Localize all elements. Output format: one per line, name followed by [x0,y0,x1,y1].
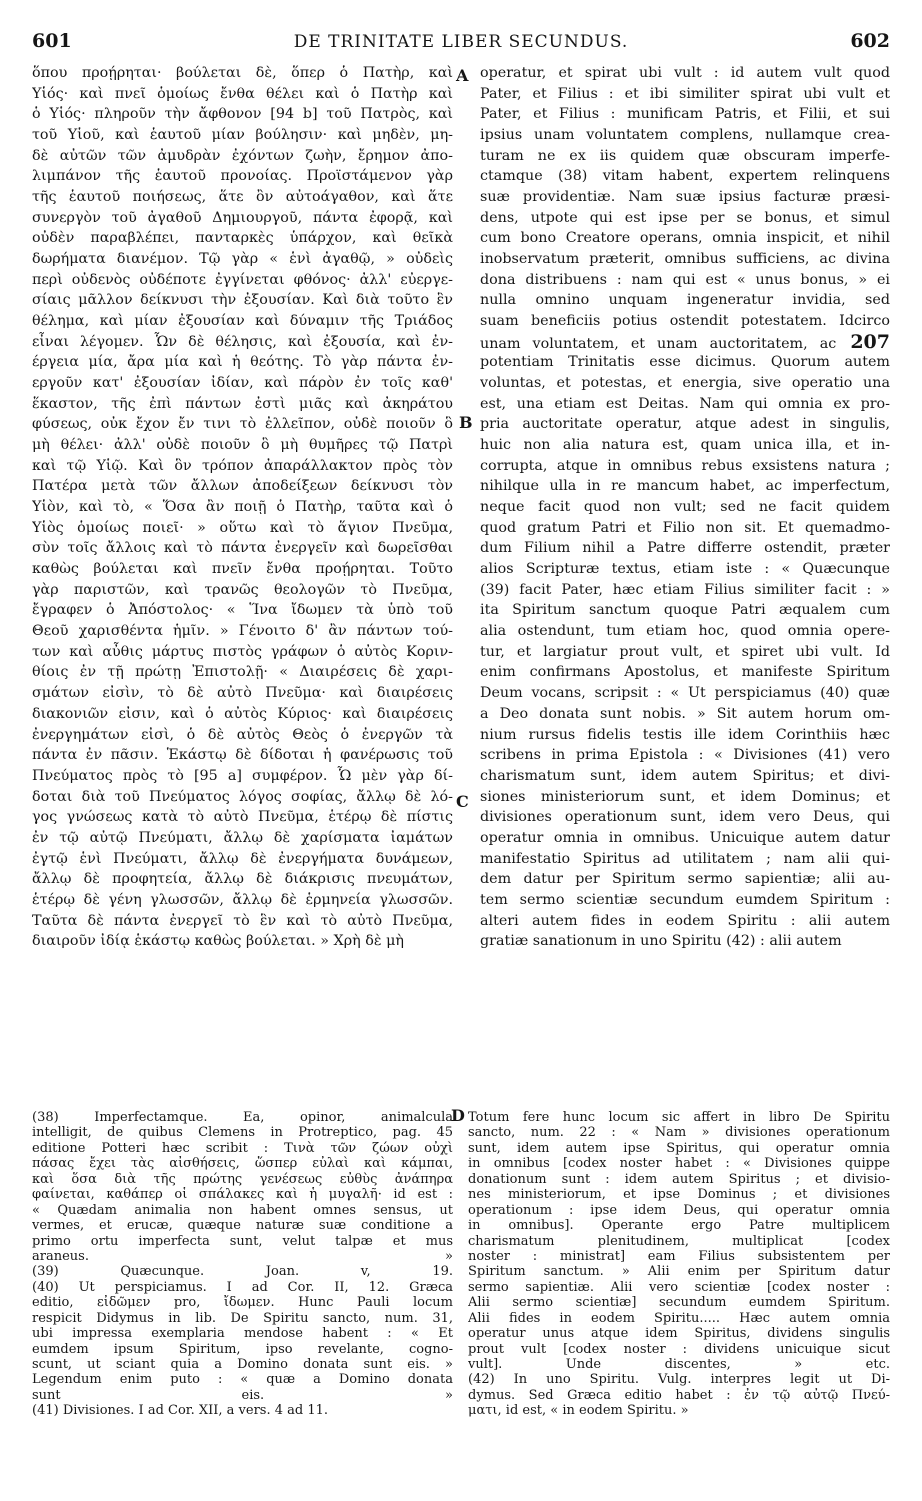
footnote-line: Legendum enim puto : « quæ a Domino donata [32,1372,453,1388]
greek-text-line: έργεια μία, ἄρα μία καὶ ἡ θεότης. Τὸ γὰρ πάντα ἐν- [32,354,453,371]
greek-text-line: ὅπου προῄρηται· βούλεται δὲ, ὅπερ ὁ Πατὴρ, καὶ [32,65,453,81]
greek-text-line: Υἱός· καὶ πνεῖ ὁμοίως ἔνθα θέλει καὶ ὁ Πατὴρ καὶ [32,85,453,102]
footnotes-right-column [468,1110,890,1419]
latin-text-line: ipsius unam voluntatem complens, nullamque crea- [480,127,890,144]
latin-text-line: gratiæ sanationum in uno Spiritu (42) : alii autem [480,933,842,950]
latin-text-line: unam voluntatem, et unam auctoritatem, ac 207 [480,331,890,353]
footnote-line: araneus. » [32,1248,453,1264]
footnote-line: ubi impressa exemplaria mendose habent : « Et [32,1326,453,1342]
greek-text-line: συνεργὸν τοῦ ἀγαθοῦ Δημιουργοῦ, πάντα ἐφορᾷ, καὶ [32,209,453,226]
latin-text-line: potentiam Trinitatis esse dicimus. Quorum autem [480,354,890,371]
footnote-line: sermo sapientiæ. Alii vero scientiæ [codex noster : [468,1279,890,1295]
footnote-line: in omnibus]. Operante ergo Patre multiplicem [468,1218,890,1234]
greek-text-line: Υἱὸς ὁμοίως ποιεῖ· » οὕτω καὶ τὸ ἅγιον Πνεῦμα, [32,519,453,536]
greek-text-line: Υἱὸν, καὶ τὸ, « Ὅσα ἂν ποιῇ ὁ Πατὴρ, ταῦτα καὶ ὁ [32,499,453,516]
greek-text-line: σὺν τοῖς ἄλλοις καὶ τὸ πάντα ἐνεργεῖν καὶ δωρεῖσθαι [32,540,453,557]
latin-text-line: alia ostendunt, tum etiam hoc, quod omnia opere- [480,623,890,640]
latin-text-line: nihilque ulla in re mancum habet, ac imperfectum, [480,478,890,495]
greek-text-line: γος γνώσεως κατὰ τὸ αὐτὸ Πνεῦμα, ἑτέρῳ δὲ πίστις [32,809,453,826]
latin-text-line: nulla omnino unquam ingeneratur invidia, sed [480,292,890,309]
footnote-line: sunt, idem autem ipse Spiritus, qui operatur omnia [468,1140,890,1156]
footnote-line: donationum sunt : idem autem Spiritus ; et divisio- [468,1171,890,1187]
footnote-line: (40) Ut perspiciamus. I ad Cor. II, 12. Græca [32,1279,453,1295]
footnote-line: editio, εἰδῶμεν pro, ἴδωμεν. Hunc Pauli locum [32,1295,453,1311]
latin-text-line: huic non alia natura est, quam unica illa, et in- [480,437,890,454]
greek-text-line: περὶ οὐδενὸς οὐδέποτε ἐγγίνεται φθόνος· ἀλλ' εὐεργε- [32,271,453,288]
greek-text-line: εργοῦν κατ' ἐξουσίαν ἰδίαν, καὶ πάρὸν ἐν τοῖς καθ' [32,375,453,392]
latin-text-line: dona distribuens : nam qui est « unus bonus, » ei [480,271,890,288]
footnote-line: vult]. Unde discentes, » etc. [468,1357,890,1372]
footnote-line: primo ortu imperfecta sunt, velut talpæ et mus [32,1233,453,1249]
greek-text-line: δοται διὰ τοῦ Πνεύματος λόγος σοφίας, ἄλλῳ δὲ λό- [32,788,453,805]
footnote-line: operationum : ipse idem Deus, qui operatur omnia [468,1202,890,1218]
footnote-line: respicit Didymus in lib. De Spiritu sancto, num. 31, [32,1310,453,1326]
latin-text-line: ita Spiritum sanctum quoque Patri æqualem cum [480,602,890,619]
greek-text-line: διακονιῶν εἰσιν, καὶ ὁ αὐτὸς Κύριος· καὶ διαιρέσεις [32,705,453,722]
latin-text-line: tem sermo scientiæ secundum eumdem Spiritum : [480,891,890,908]
latin-text-line: dens, utpote qui est ipse per se bonus, et simul [480,209,890,226]
latin-text-line: alteri autem fides in eodem Spiritu : alii autem [480,912,890,929]
greek-text-line: φύσεως, οὐκ ἔχον ἔν τινι τὸ ἐλλεῖπον, οὐδὲ ποιοῦν ὃ [32,416,453,433]
greek-text-line: γὰρ παριστῶν, καὶ τρανῶς θεολογῶν τὸ Πνεῦμα, [32,581,453,598]
footnote-line: καὶ ὅσα διὰ τῆς πρώτης γενέσεως εὐθὺς ἀνάπηρα [32,1171,453,1187]
latin-text-line: dum Filium nihil a Patre differre ostendit, præter [480,540,890,557]
greek-text-column [32,63,453,952]
latin-text-line: dem datur per Spiritum sermo sapientiæ; alii au- [480,871,890,888]
running-header [32,30,890,58]
footnote-line: in omnibus [codex noster habet : « Divisiones quippe [468,1156,890,1172]
left-page-number: 601 [32,30,72,52]
right-page-number: 602 [850,30,890,52]
margin-mark-b: B [459,413,473,432]
footnote-line: Totum fere hunc locum sic affert in libro De Spiritu [468,1110,890,1125]
latin-text-column [480,63,890,952]
running-title: DE TRINITATE LIBER SECUNDUS. [293,32,629,52]
latin-text-line: pria auctoritate operatur, atque adest in singulis, [480,416,890,433]
latin-text-line: tur, et largiatur prout vult, et spiret ubi vult. Id [480,643,890,660]
greek-text-line: εἶναι λέγομεν. Ὧν δὲ θέλησις, καὶ ἐξουσία, καὶ ἐν- [32,333,453,350]
footnote-line: sunt eis. » [32,1387,453,1403]
latin-text-line: alios Scripturæ textus, etiam iste : « Quæcunque [480,561,890,578]
greek-text-line: ἔγραφεν ὁ Ἀπόστολος· « Ἵνα ἴδωμεν τὰ ὑπὸ τοῦ [32,602,453,619]
greek-text-line: Πατέρα μετὰ τῶν ἄλλων ἀποδείξεων δείκνυσι τὸν [32,478,453,495]
footnote-line: ματι, id est, « in eodem Spiritu. » [468,1403,689,1419]
latin-text-line: turam ne ex iis quidem quæ obscuram imperfe- [480,147,890,164]
margin-mark-c: C [456,792,469,811]
footnote-line: Spiritum sanctum. » Alii enim per Spiritum datur [468,1264,890,1280]
latin-text-line: nium rursus fidelis testis ille idem Corinthiis hæc [480,726,890,743]
greek-text-line: σίαις μᾶλλον δείκνυσι τὴν ἐξουσίαν. Καὶ διὰ τοῦτο ἓν [32,292,453,309]
footnote-line: (41) Divisiones. I ad Cor. XII, a vers. 4 ad 11. [32,1403,328,1419]
greek-text-line: τῆς ἑαυτοῦ ποιήσεως, ἅτε ὂν αὐτοάγαθον, καὶ ἅτε [32,189,453,206]
footnote-line: intelligit, de quibus Clemens in Protreptico, pag. 45 [32,1125,453,1141]
greek-text-line: λιμπάνον τῆς ἑαυτοῦ προνοίας. Προϊστάμενον γὰρ [32,168,453,185]
latin-text-line: a Deo donata sunt nobis. » Sit autem horum om- [480,705,890,722]
greek-text-line: καθὼς βούλεται καὶ πνεῖν ἔνθα προῄρηται. Τοῦτο [32,561,453,578]
latin-text-line: inobservatum præterit, omnibus sufficiens, ac divina [480,251,890,268]
latin-text-line: operatur omnia in omnibus. Unicuique autem datur [480,829,890,846]
latin-text-line: operatur, et spirat ubi vult : id autem vult quod [480,65,890,81]
footnote-line: editione Potteri hæc scribit : Τινὰ τῶν ζώων οὐχὶ [32,1140,453,1156]
latin-text-line: (39) facit Pater, hæc etiam Filius similiter facit : » [480,581,890,598]
footnote-line: sancto, num. 22 : « Nam » divisiones operationum [468,1125,890,1141]
footnote-line: Alii sermo scientiæ] secundum eumdem Spiritum. [468,1295,890,1311]
footnote-line: charismatum plenitudinem, multiplicat [codex [468,1233,890,1249]
latin-text-line: voluntas, et potestas, et energia, sive operatio una [480,375,890,392]
greek-text-line: καὶ τῷ Υἱῷ. Καὶ ὃν τρόπον ἀπαράλλακτον πρὸς τὸν [32,457,453,474]
footnote-line: (38) Imperfectamque. Ea, opinor, animalcula [32,1110,453,1125]
greek-text-line: των καὶ αὖθις μάρτυς πιστὸς γράφων ὁ αὐτὸς Κοριν- [32,643,453,660]
latin-text-line: manifestatio Spiritus ad utilitatem ; nam alii qui- [480,850,890,867]
latin-text-line: enim confirmans Apostolus, et manifeste Spiritum [480,664,890,681]
footnote-line: scunt, ut sciant quia a Domino donata sunt eis. » [32,1357,453,1372]
greek-text-line: ἐν τῷ αὐτῷ Πνεύματι, ἄλλῳ δὲ χαρίσματα ἰαμάτων [32,829,453,846]
greek-text-line: σμάτων εἰσὶν, τὸ δὲ αὐτὸ Πνεῦμα· καὶ διαιρέσεις [32,685,453,702]
greek-text-line: ἐγτῷ ἑνὶ Πνεύματι, ἄλλῳ δὲ ἐνεργήματα δυνάμεων, [32,850,453,867]
greek-text-line: θίοις ἐν τῇ πρώτῃ Ἐπιστολῇ· « Διαιρέσεις δὲ χαρι- [32,664,453,681]
greek-text-line: Ταῦτα δὲ πάντα ἐνεργεῖ τὸ ἓν καὶ τὸ αὐτὸ Πνεῦμα, [32,912,453,929]
latin-text-line: corrupta, atque in omnibus rebus exsistens natura ; [480,457,890,474]
footnote-line: Alii fides in eodem Spiritu..... Hæc autem omnia [468,1310,890,1326]
latin-text-line: suæ providentiæ. Nam suæ ipsius facturæ præsi- [480,189,890,206]
footnote-line: πάσας ἔχει τὰς αἰσθήσεις, ὥσπερ εὐλαὶ καὶ κάμπαι, [32,1156,453,1172]
latin-text-line: suam beneficiis potius ostendit potestatem. Idcirco [480,313,890,330]
greek-text-line: ἄλλῳ δὲ προφητεία, ἄλλῳ δὲ διάκρισις πνευμάτων, [32,871,453,888]
latin-text-line: neque facit quod non vult; sed ne facit quidem [480,499,890,516]
column-number-marker: 207 [836,331,890,353]
footnotes-left-column [32,1110,453,1419]
footnote-line: vermes, et erucæ, quæque naturæ suæ conditione a [32,1218,453,1234]
greek-text-line: δωρήματα διανέμον. Τῷ γὰρ « ἑνὶ ἀγαθῷ, » οὐδεὶς [32,251,453,268]
greek-text-line: ὁ Υἱός· πληροῦν τὴν ἄφθονον [94 b] τοῦ Πατρὸς, καὶ [32,106,453,123]
margin-mark-a: A [456,66,469,85]
greek-text-line: μὴ θέλει· ἀλλ' οὐδὲ ποιοῦν ὃ μὴ θυμῆρες τῷ Πατρὶ [32,437,453,454]
latin-text-line: Pater, et Filius : et ibi similiter spirat ubi vult et [480,85,890,102]
greek-text-line: Θεοῦ χαρισθέντα ἡμῖν. » Γένοιτο δ' ἂν πάντων τού- [32,623,453,640]
footnote-line: « Quædam animalia non habent omnes sensus, ut [32,1202,453,1218]
latin-text-line: divisiones operationum sunt, idem vero Deus, qui [480,809,890,826]
greek-text-line: ἐνεργημάτων εἰσὶ, ὁ δὲ αὐτὸς Θεὸς ὁ ἐνεργῶν τὰ [32,726,453,743]
footnote-line: (39) Quæcunque. Joan. v, 19. [32,1264,453,1280]
greek-text-line: ἕκαστον, τῆς ἐπὶ πάντων ἐστὶ μιᾶς καὶ ἀκηράτου [32,395,453,412]
footnote-line: operatur unus atque idem Spiritus, dividens singulis [468,1326,890,1342]
footnote-line: φαίνεται, καθάπερ οἱ σπάλακες καὶ ἡ μυγαλῆ· id est : [32,1187,453,1203]
greek-text-line: Πνεύματος πρὸς τὸ [95 a] συμφέρον. Ὧ μὲν γὰρ δί- [32,767,453,784]
latin-text-line: quod gratum Patri et Filio non sit. Et quemadmo- [480,519,890,536]
greek-text-line: πάντα ἐν πᾶσιν. Ἑκάστῳ δὲ δίδοται ἡ φανέρωσις τοῦ [32,747,453,764]
greek-text-line: διαιροῦν ἰδίᾳ ἑκάστῳ καθὼς βούλεται. » Χρὴ δὲ μὴ [32,933,404,950]
greek-text-line: θέλημα, καὶ μίαν ἐξουσίαν καὶ δύναμιν τῆς Τριάδος [32,313,453,330]
latin-text-line: siones ministeriorum sunt, et idem Dominus; et [480,788,890,805]
latin-text-line: est, una etiam est Deitas. Nam qui omnia ex pro- [480,395,890,412]
latin-text-line: ctamque (38) vitam habent, expertem relinquens [480,168,890,185]
latin-text-line: scribens in prima Epistola : « Divisiones (41) vero [480,747,890,764]
footnote-line: (42) In uno Spiritu. Vulg. interpres legit ut Di- [468,1372,890,1388]
footnote-line: dymus. Sed Græca editio habet : ἐν τῷ αὐτῷ Πνεύ- [468,1387,890,1403]
greek-text-line: ἑτέρῳ δὲ γένη γλωσσῶν, ἄλλῳ δὲ ἑρμηνεία γλωσσῶν. [32,891,453,908]
footnote-line: noster : ministrat] eam Filius subsistentem per [468,1248,890,1264]
latin-text-line: Deum vocans, scripsit : « Ut perspiciamus (40) quæ [480,685,890,702]
latin-text-line: Pater, et Filius : munificam Patris, et Filii, et sui [480,106,890,123]
greek-text-line: οὐδὲν παραβλέπει, πανταρκὲς ὑπάρχον, καὶ θεῖκὰ [32,230,453,247]
latin-text-line: charismatum sunt, idem autem Spiritus; et divi- [480,767,890,784]
footnote-line: nes ministeriorum, et ipse Dominus ; et divisiones [468,1187,890,1203]
footnote-line: eumdem ipsum Spiritum, ipso revelante, cogno- [32,1341,453,1357]
latin-text-line: cum bono Creatore operans, omnia inspicit, et nihil [480,230,890,247]
margin-mark-d: D [451,1106,465,1125]
greek-text-line: δὲ αὐτῶν τῶν ἀμυδρὰν ἐχόντων ζωὴν, ἔρημον ἀπο- [32,147,453,164]
greek-text-line: τοῦ Υἱοῦ, καὶ ἑαυτοῦ μίαν βούλησιν· καὶ μηδὲν, μη- [32,127,453,144]
footnote-line: prout vult [codex noster : dividens unicuique sicut [468,1341,890,1357]
